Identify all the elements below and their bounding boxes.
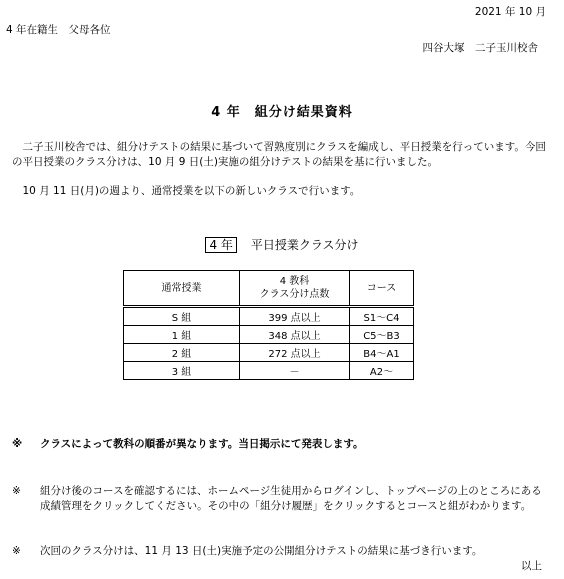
note-next-test: [12, 544, 552, 559]
table-row: [124, 307, 414, 326]
class-cell: S 組: [124, 307, 240, 326]
score-cell: 399 点以上: [240, 307, 350, 326]
note-text: 次回のクラス分けは、11 月 13 日(土)実施予定の公開組分けテストの結果に基づき行います。: [40, 545, 483, 557]
score-cell: 348 点以上: [240, 326, 350, 344]
schedule-paragraph: 10 月 11 日(月)の週より、通常授業を以下の新しいクラスで行います。: [22, 185, 361, 197]
class-cell: 1 組: [124, 326, 240, 344]
table-subtitle: [0, 236, 564, 253]
table-row: [124, 344, 414, 362]
note-mark: ※: [12, 485, 21, 497]
score-cell: 272 点以上: [240, 344, 350, 362]
note-mark: ※: [12, 545, 21, 557]
course-cell: C5～B3: [350, 326, 414, 344]
intro-paragraph: 二子玉川校舎では、組分けテストの結果に基づいて習熟度別にクラスを編成し、平日授業を行っています。今回の平日授業のクラス分けは、10 月 9 日(土)実施の組分けテストの結果を基に行いました。: [12, 141, 546, 168]
closing-mark: 以上: [521, 560, 542, 572]
class-assignment-table: [123, 270, 414, 380]
table-row: [124, 362, 414, 380]
note-text: クラスによって教科の順番が異なります。当日掲示にて発表します。: [40, 438, 364, 450]
subtitle-text: 平日授業クラス分け: [250, 238, 359, 252]
note-class-order: [12, 437, 552, 452]
score-cell: －: [240, 362, 350, 380]
document-title: 4 年 組分け結果資料: [211, 105, 353, 120]
recipients-line: 4 年在籍生 父母各位: [6, 24, 111, 36]
note-course-check: [12, 484, 552, 514]
class-cell: 3 組: [124, 362, 240, 380]
header-score: 4 教科 クラス分け点数: [240, 271, 350, 307]
course-cell: B4～A1: [350, 344, 414, 362]
table-row: [124, 326, 414, 344]
course-cell: S1～C4: [350, 307, 414, 326]
table-header-row: [124, 271, 414, 307]
grade-label-box: 4 年: [205, 237, 236, 253]
note-mark: ※: [12, 438, 23, 450]
header-class: 通常授業: [124, 271, 240, 307]
course-cell: A2～: [350, 362, 414, 380]
class-cell: 2 組: [124, 344, 240, 362]
document-date: 2021 年 10 月: [474, 6, 546, 18]
school-name: 四谷大塚 二子玉川校舎: [422, 42, 538, 54]
note-text: 組分け後のコースを確認するには、ホームページ生徒用からログインし、トップページの上のところにある成績管理をクリックしてください。その中の「組分け履歴」をクリックするとコースと組がわかります。: [40, 485, 542, 512]
header-course: コース: [350, 271, 414, 307]
